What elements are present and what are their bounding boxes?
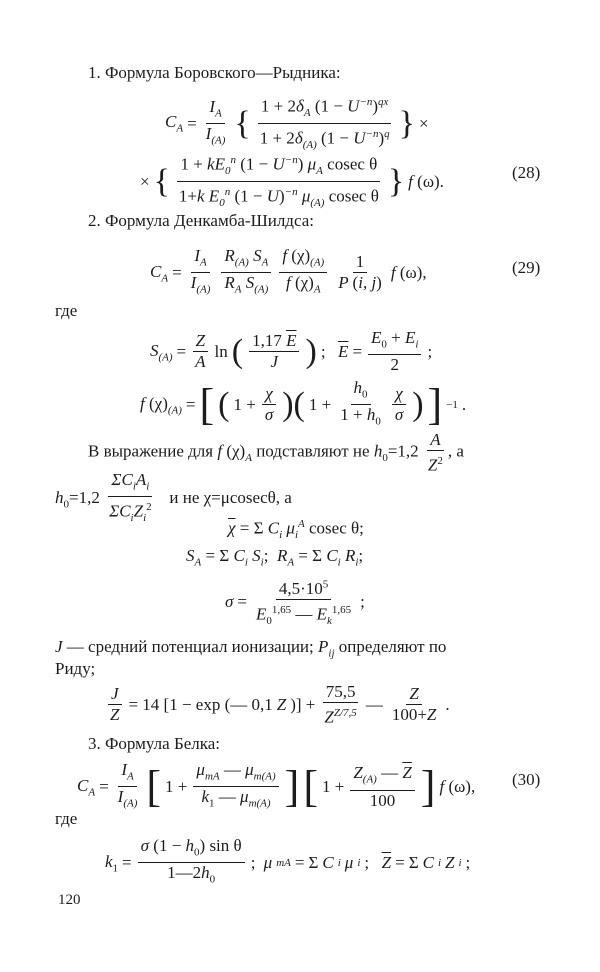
formula-s-and-e-mean: $S_{(A)}$ = $\frac{Z}{A}$ ln ( $\frac{1,17 \overline{E}}{J}$ ) ; $\overline{E}$ = $\frac{E_0 + E_i}{2}$ ; [150, 328, 433, 375]
formula-28-line2: × { $\frac{1 + kE_0^n (1 - U^{-n}) \mu_A cosec \theta}{1+k E_0^n (1 - U)^{-n} \mu_{(A)} cosec \theta}$ } f (ω). [140, 150, 444, 213]
formula-28-line1: $C_A$ = $\frac{I_A}{I_{(A)}}$ { $\frac{1 + 2\delta_A (1 - U^{-n})^{qx}}{1 + 2\delta_{(A)} (1 - U^{-n})^q}$ } × [165, 92, 429, 155]
text-v-vyrazhenie: В выражение для f $(\chi)_A$ подставляют не $h_0=1,2$ $\frac{A}{Z^2}$ , а [88, 430, 464, 475]
formula-f-chi: f $(\chi)_{(A)}$ = [ ( 1 + $\frac{\chi}{\sigma}$ )( 1 + $\frac{h_0}{1 + h_0}$ $\frac{\chi}{\sigma}$ ) ] −1 . [140, 378, 467, 429]
text-a-after: , а [447, 441, 464, 461]
equation-number-29: (29) [512, 258, 541, 277]
text-v-vyrazhenie-part: В выражение для [88, 441, 214, 461]
formula-sigma: σ = $\frac{4,5\cdot 10^5}{E_0^{1,65} — E_k^{1,65}}$ ; [225, 574, 365, 631]
equation-number-28: (28) [512, 163, 541, 182]
text-podstavlyayut: подставляют не [256, 441, 370, 461]
text-ridu: Риду; [55, 659, 96, 678]
formula-j-over-z: $\frac{J}{Z}$ = 14 [1 − exp (— 0,1 Z )] + $\frac{75,5}{Z^{Z/7,5}}$ — $\frac{Z}{100+Z}$ . [105, 682, 450, 728]
equation-number-30: (30) [512, 770, 541, 789]
heading-belka: 3. Формула Белка: [88, 734, 221, 753]
formula-chi-mean: $\overline{\chi} = \Sigma$ $C_i$ $\mu_i^A$ cosec θ; [228, 518, 364, 542]
word-gde-1: где [55, 301, 78, 320]
text-i-ne: и не [169, 488, 200, 508]
formula-k1: $k_1$ = $\frac{\sigma (1 - h_0) \sin \theta}{1—2h_0}$ ; μ mA = Σ C i μ i ; $\overline{Z}$ = Σ C i Z i ; [105, 836, 471, 886]
heading-borovsky-rydnik: 1. Формула Боровского—Рыдника: [88, 63, 341, 82]
text-a-after-2: , а [275, 488, 292, 508]
text-j-sredniy: — средний потенциал ионизации; [66, 637, 314, 656]
text-opredelyayut: определяют по [338, 637, 447, 656]
word-gde-2: где [55, 809, 78, 828]
formula-sa-ra: $S_A = \Sigma$ $C_i$ $S_i$; $R_A = \Sigma$ $C_i$ $R_i$; [186, 546, 364, 569]
text-j-definition: J — средний потенциал ионизации; $P_{ij}$ определяют по [55, 637, 447, 660]
page-number: 120 [58, 892, 81, 908]
formula-30: $C_A$ = $\frac{I_A}{I_{(A)}}$ [ 1 + $\frac{\mu_{mA} — \mu_{m(A)}}{k_1 — \mu_{m(A)}}$ ] [ 1 + $\frac{Z_{(A)} — \overline{Z}}{100}$ ] f (ω), [77, 760, 476, 811]
heading-denkamb-shilds: 2. Формула Денкамба-Шилдса: [88, 211, 314, 230]
text-h0-definition: $h_0=1,2$ $\frac{\Sigma C_iA_i}{\Sigma C_iZ_i^2}$ и не χ=μcosecθ, а [55, 470, 292, 525]
formula-29: $C_A$ = $\frac{I_A}{I_{(A)}}$ $\frac{R_{(A)} S_A}{R_A S_{(A)}}$ $\frac{f (\chi)_{(A)}}{f (\chi)_A}$ $\frac{1}{P (i, j)}$ f (ω), [150, 246, 427, 296]
